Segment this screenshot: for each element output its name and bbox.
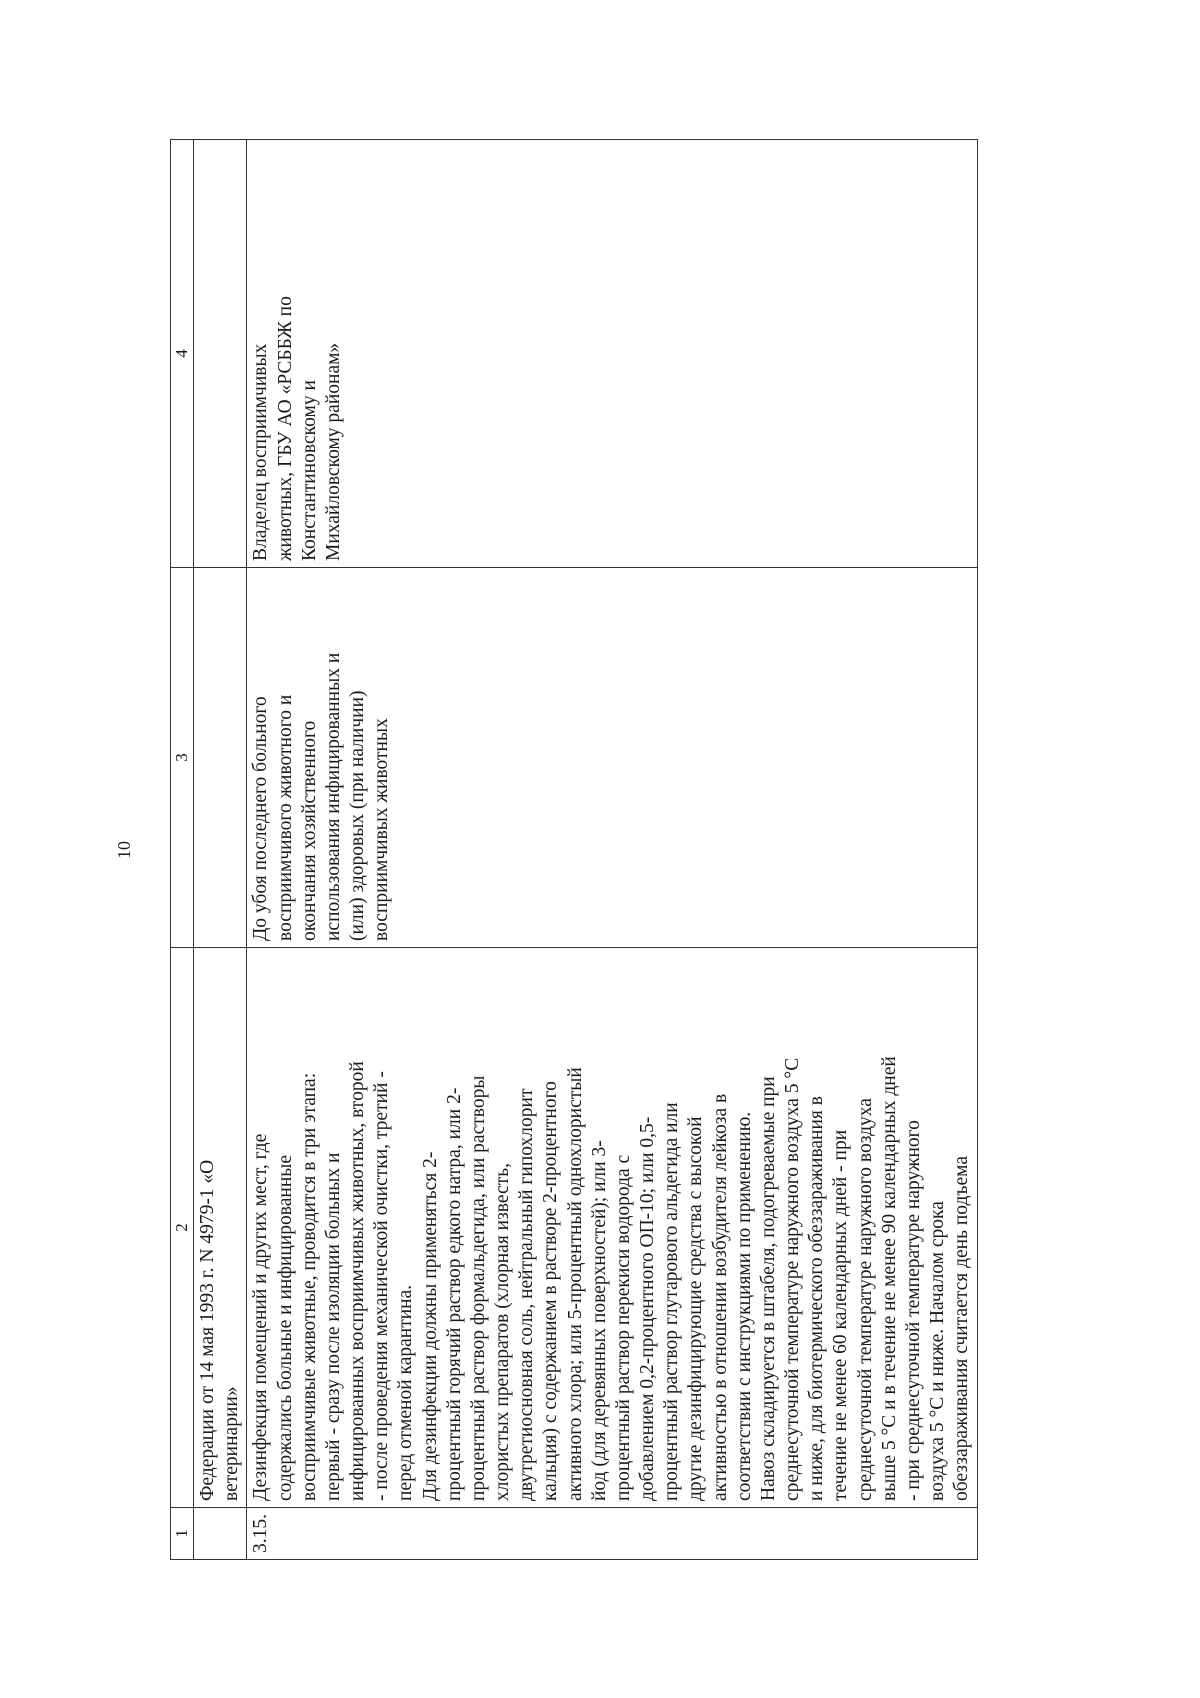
column-header-4: 4 (171, 140, 194, 568)
column-header-2: 2 (171, 948, 194, 1508)
column-header-1: 1 (171, 1508, 194, 1560)
column-header-3: 3 (171, 568, 194, 948)
row-number: 3.15. (247, 1508, 977, 1560)
continuation-col3 (194, 568, 247, 948)
table-header-row (171, 140, 194, 1560)
continuation-col1 (194, 1508, 247, 1560)
measures-table (170, 139, 978, 1560)
responsible-party: Владелец восприимчивых животных, ГБУ АО «РСББЖ по Константиновскому и Михайловскому районам» (247, 140, 977, 568)
continuation-row (194, 140, 247, 1560)
continuation-measure-text: Федерации от 14 мая 1993 г. N 4979-1 «О ветеринарии» (194, 948, 247, 1508)
measure-description: Дезинфекция помещений и других мест, где содержались больные и инфицированные восприимчивые животные, проводится в три этапа: первый - сразу после изоляции больных и инфицированных восприимчивых животных, второй - после проведения механической очистки, третий - перед отменой карантина. Для дезинфекции должны применяться 2- процентный горячий раствор едкого натра, или 2- процентный раствор формальдегида, или растворы хлористых препаратов (хлорная известь, двутретиосновная соль, нейтральный гипохлорит кальция) с содержанием в растворе 2-процентного активного хлора; или 5-процентный однохлористый йод (для деревянных поверхностей); или 3- процентный раствор перекиси водорода с добавлением 0,2-процентного ОП-10; или 0,5- процентный раствор глутарового альдегида или другие дезинфицирующие средства с высокой активностью в отношении возбудителя лейкоза в соответствии с инструкциями по применению. Навоз складируется в штабеля, подогреваемые при среднесуточной температуре наружного воздуха 5 °С и ниже, для биотермического обеззараживания в течение не менее 60 календарных дней - при среднесуточной температуре наружного воздуха выше 5 °С и в течение не менее 90 календарных дней - при среднесуточной температуре наружного воздуха 5 °С и ниже. Началом срока обеззараживания считается день подъема (247, 948, 977, 1508)
rotated-document-page (114, 140, 1050, 1560)
continuation-col4 (194, 140, 247, 568)
measure-term: До убоя последнего больного восприимчивого животного и окончания хозяйственного использования инфицированных и (или) здоровых (при наличии) восприимчивых животных (247, 568, 977, 948)
table-row (247, 140, 977, 1560)
page-number: 10 (114, 841, 134, 859)
